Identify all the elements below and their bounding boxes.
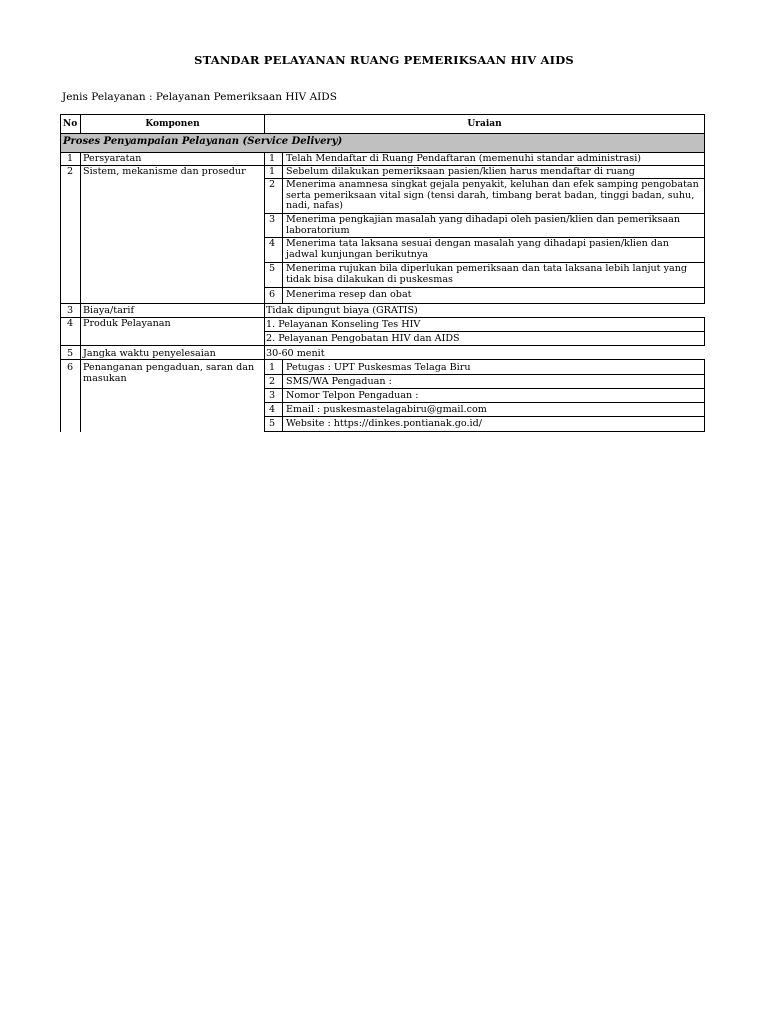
row-6-item-3-no: 3	[269, 390, 276, 401]
row-3-no: 3	[67, 305, 74, 316]
row-2-item-5-no: 5	[269, 263, 276, 274]
section-title: Proses Penyampaian Pelayanan (Service Delivery)	[63, 136, 343, 147]
row-5-no: 5	[67, 348, 74, 359]
row-6-item-5-text: Website : https://dinkes.pontianak.go.id/	[286, 418, 482, 429]
row-1-item-1-no: 1	[269, 153, 276, 164]
header-no: No	[63, 119, 78, 129]
row-5-value: 30-60 menit	[266, 348, 325, 359]
row-2-item-6-no: 6	[269, 289, 276, 300]
row-6-komponen: Penanganan pengaduan, saran dan masukan	[83, 362, 255, 384]
row-1-item-1-text: Telah Mendaftar di Ruang Pendaftaran (memenuhi standar administrasi)	[286, 153, 642, 164]
row-5-komponen: Jangka waktu penyelesaian	[83, 348, 216, 359]
document-title: STANDAR PELAYANAN RUANG PEMERIKSAAN HIV AIDS	[194, 53, 574, 67]
row-2-komponen: Sistem, mekanisme dan prosedur	[83, 166, 246, 177]
row-2-item-3-no: 3	[269, 214, 276, 225]
row-2-item-5-text: Menerima rujukan bila diperlukan pemeriksaan dan tata laksana lebih lanjut yang tidak bisa dilakukan di puskesmas	[286, 263, 688, 285]
row-2-item-4-no: 4	[269, 238, 276, 249]
row-4-line-2: 2. Pelayanan Pengobatan HIV dan AIDS	[266, 333, 460, 344]
row-2-item-1-no: 1	[269, 166, 276, 177]
row-3-komponen: Biaya/tarif	[83, 305, 134, 316]
row-6-item-4-text: Email : puskesmastelagabiru@gmail.com	[286, 404, 487, 415]
row-6-no: 6	[67, 362, 74, 373]
row-2-item-6-text: Menerima resep dan obat	[286, 289, 412, 300]
row-2-no: 2	[67, 166, 74, 177]
row-4-komponen: Produk Pelayanan	[83, 318, 171, 329]
row-6-item-1-text: Petugas : UPT Puskesmas Telaga Biru	[286, 362, 471, 373]
row-6-item-2-no: 2	[269, 376, 276, 387]
row-2-item-1-text: Sebelum dilakukan pemeriksaan pasien/klien harus mendaftar di ruang	[286, 166, 635, 177]
row-6-item-5-no: 5	[269, 418, 276, 429]
row-6-item-2-text: SMS/WA Pengaduan :	[286, 376, 392, 387]
row-6-item-3-text: Nomor Telpon Pengaduan :	[286, 390, 419, 401]
header-uraian: Uraian	[467, 119, 502, 129]
row-4-line-1: 1. Pelayanan Konseling Tes HIV	[266, 319, 421, 330]
row-4-no: 4	[67, 318, 74, 329]
row-3-value: Tidak dipungut biaya (GRATIS)	[266, 305, 418, 316]
row-1-no: 1	[67, 153, 74, 164]
row-2-item-3-text: Menerima pengkajian masalah yang dihadapi oleh pasien/klien dan pemeriksaan laboratorium	[286, 214, 680, 236]
row-1-komponen: Persyaratan	[83, 153, 142, 164]
row-6-item-1-no: 1	[269, 362, 276, 373]
header-komponen: Komponen	[145, 119, 200, 129]
row-2-item-4-text: Menerima tata laksana sesuai dengan masalah yang dihadapi pasien/klien dan jadwal kunjungan berikutnya	[286, 238, 669, 260]
row-6-item-4-no: 4	[269, 404, 276, 415]
row-2-item-2-text: Menerima anamnesa singkat gejala penyakit, keluhan dan efek samping pengobatan serta pemeriksaan vital sign (tensi darah, timbang berat badan, tinggi badan, suhu, nadi, nafas)	[286, 179, 699, 211]
row-2-item-2-no: 2	[269, 179, 276, 190]
service-type: Jenis Pelayanan : Pelayanan Pemeriksaan HIV AIDS	[62, 91, 337, 103]
